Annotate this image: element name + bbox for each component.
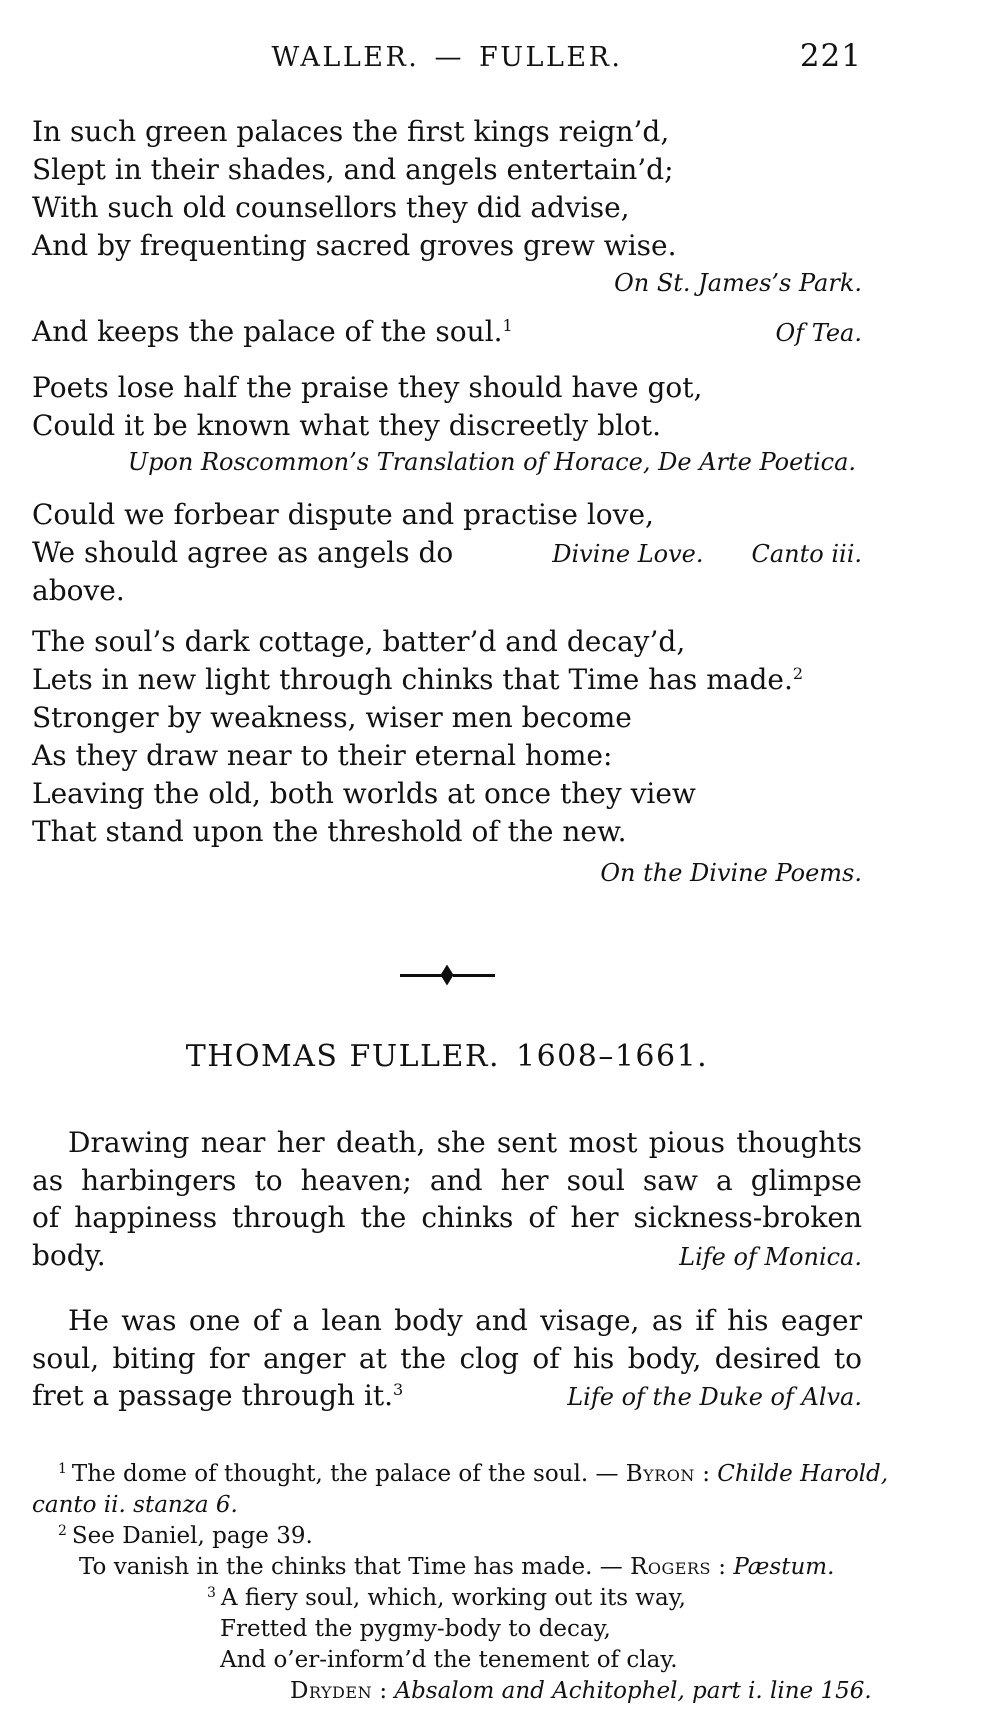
running-head [32, 38, 862, 80]
waller-stanza-divine-love [32, 496, 862, 610]
poem-line: Could we forbear dispute and practise love, [32, 498, 654, 531]
poem-line: And by frequenting sacred groves grew wise. [32, 229, 677, 262]
poem-line-with-attribution [32, 534, 862, 610]
footnote-3-work: Absalom and Achitophel, part i. line 156. [394, 1677, 872, 1704]
author-dates: 1608–1661. [515, 1039, 709, 1074]
prose-line: body. [32, 1238, 106, 1272]
fuller-quote-duke-of-alva [32, 1302, 862, 1417]
prose-line: of happiness through the chinks of her sickness-broken [32, 1201, 862, 1234]
footnote-2-author: Rogers [630, 1553, 711, 1580]
attribution-roscommon: Upon Roscommon’s Translation of Horace, De Arte Poetica. [127, 448, 856, 476]
poem-line: We should agree as angels do above. [32, 536, 454, 607]
attribution-canto: Canto iii. [751, 540, 862, 568]
attribution-divine-poems: On the Divine Poems. [600, 859, 862, 887]
footnote-1-continuation: canto ii. stanza 6. [32, 1491, 238, 1518]
attribution-st-james-park: On St. James’s Park. [614, 269, 862, 297]
poem-line: And keeps the palace of the soul.$^1$ [32, 315, 513, 348]
footnote-2-marker: 2 [58, 1522, 67, 1539]
footnotes-section [32, 1459, 889, 1707]
fuller-quote-life-of-monica [32, 1124, 862, 1276]
poem-line: Leaving the old, both worlds at once they view [32, 777, 696, 810]
attribution-duke-of-alva: Life of the Duke of Alva. [567, 1383, 862, 1411]
poem-line: Poets lose half the praise they should have got, [32, 371, 703, 404]
waller-stanza-divine-poems [32, 623, 862, 888]
poem-line: With such old counsellors they did advise, [32, 191, 630, 224]
prose-line: soul, biting for anger at the clog of his body, desired to [32, 1341, 862, 1375]
attribution-life-of-monica: Life of Monica. [679, 1242, 862, 1271]
poem-line: Slept in their shades, and angels entertain’d; [32, 153, 674, 186]
prose-line: He was one of a lean body and visage, as if his eager [68, 1304, 862, 1337]
footnote-2: $^2$ See Daniel, page 39. [58, 1522, 313, 1549]
prose-line: fret a passage through it.$^3$ [32, 1379, 404, 1412]
footnote-3-marker: 3 [207, 1584, 216, 1601]
footnote-3-author: Dryden [290, 1677, 373, 1704]
footnote-reference-3: 3 [393, 1380, 404, 1399]
prose-line-with-attribution [32, 1237, 862, 1277]
section-divider [32, 964, 862, 986]
footnote-3-verse-line: Fretted the pygmy-body to decay, [220, 1615, 611, 1642]
prose-line-with-attribution [32, 1377, 862, 1417]
divider-rule-left [400, 974, 442, 977]
poem-line: The soul’s dark cottage, batter’d and decay’d, [32, 625, 686, 658]
poem-line: That stand upon the threshold of the new. [32, 815, 627, 848]
waller-stanza-st-james-park [32, 113, 862, 298]
waller-stanza-of-tea [32, 313, 862, 352]
divider-rule-right [453, 974, 495, 977]
footnote-1-work: Childe Harold, [717, 1460, 889, 1487]
footnote-3-verse-line: And o’er-inform’d the tenement of clay. [220, 1646, 678, 1673]
footnote-reference-2: 2 [792, 664, 804, 683]
running-head-title: WALLER. — FULLER. [271, 42, 623, 73]
divider-diamond-ornament [441, 965, 454, 986]
footnote-2-quote: To vanish in the chinks that Time has made. — Rogers : Pæstum. [79, 1553, 835, 1580]
footnote-3-source: Dryden : Absalom and Achitophel, part i. line 156. [290, 1677, 872, 1704]
author-heading [32, 1038, 862, 1076]
footnote-2-work: Pæstum. [733, 1553, 835, 1580]
footnote-reference-1: 1 [502, 316, 513, 335]
poem-line-with-attribution [32, 313, 862, 352]
poem-line: Could it be known what they discreetly blot. [32, 409, 662, 442]
footnote-3: $^3$ A fiery soul, which, working out its way, [207, 1584, 686, 1611]
footnote-1-marker: 1 [58, 1460, 67, 1477]
attribution-of-tea: Of Tea. [775, 319, 862, 347]
prose-line: as harbingers to heaven; and her soul saw a glimpse [32, 1163, 862, 1197]
poem-line: Lets in new light through chinks that Time has made.$^2$ [32, 663, 804, 696]
prose-line: Drawing near her death, she sent most pious thoughts [68, 1126, 862, 1159]
page-number: 221 [799, 38, 862, 74]
footnote-1: $^1$ The dome of thought, the palace of the soul. — Byron : Childe Harold, [58, 1460, 889, 1487]
poem-line: As they draw near to their eternal home: [32, 739, 613, 772]
text-block [32, 38, 889, 1707]
poem-line: Stronger by weakness, wiser men become [32, 701, 632, 734]
footnote-1-author: Byron [625, 1460, 695, 1487]
attribution-divine-love: Divine Love. [552, 540, 704, 568]
poem-line: In such green palaces the first kings reign’d, [32, 115, 670, 148]
author-name: THOMAS FULLER. [185, 1039, 500, 1074]
waller-stanza-roscommon [32, 369, 862, 477]
